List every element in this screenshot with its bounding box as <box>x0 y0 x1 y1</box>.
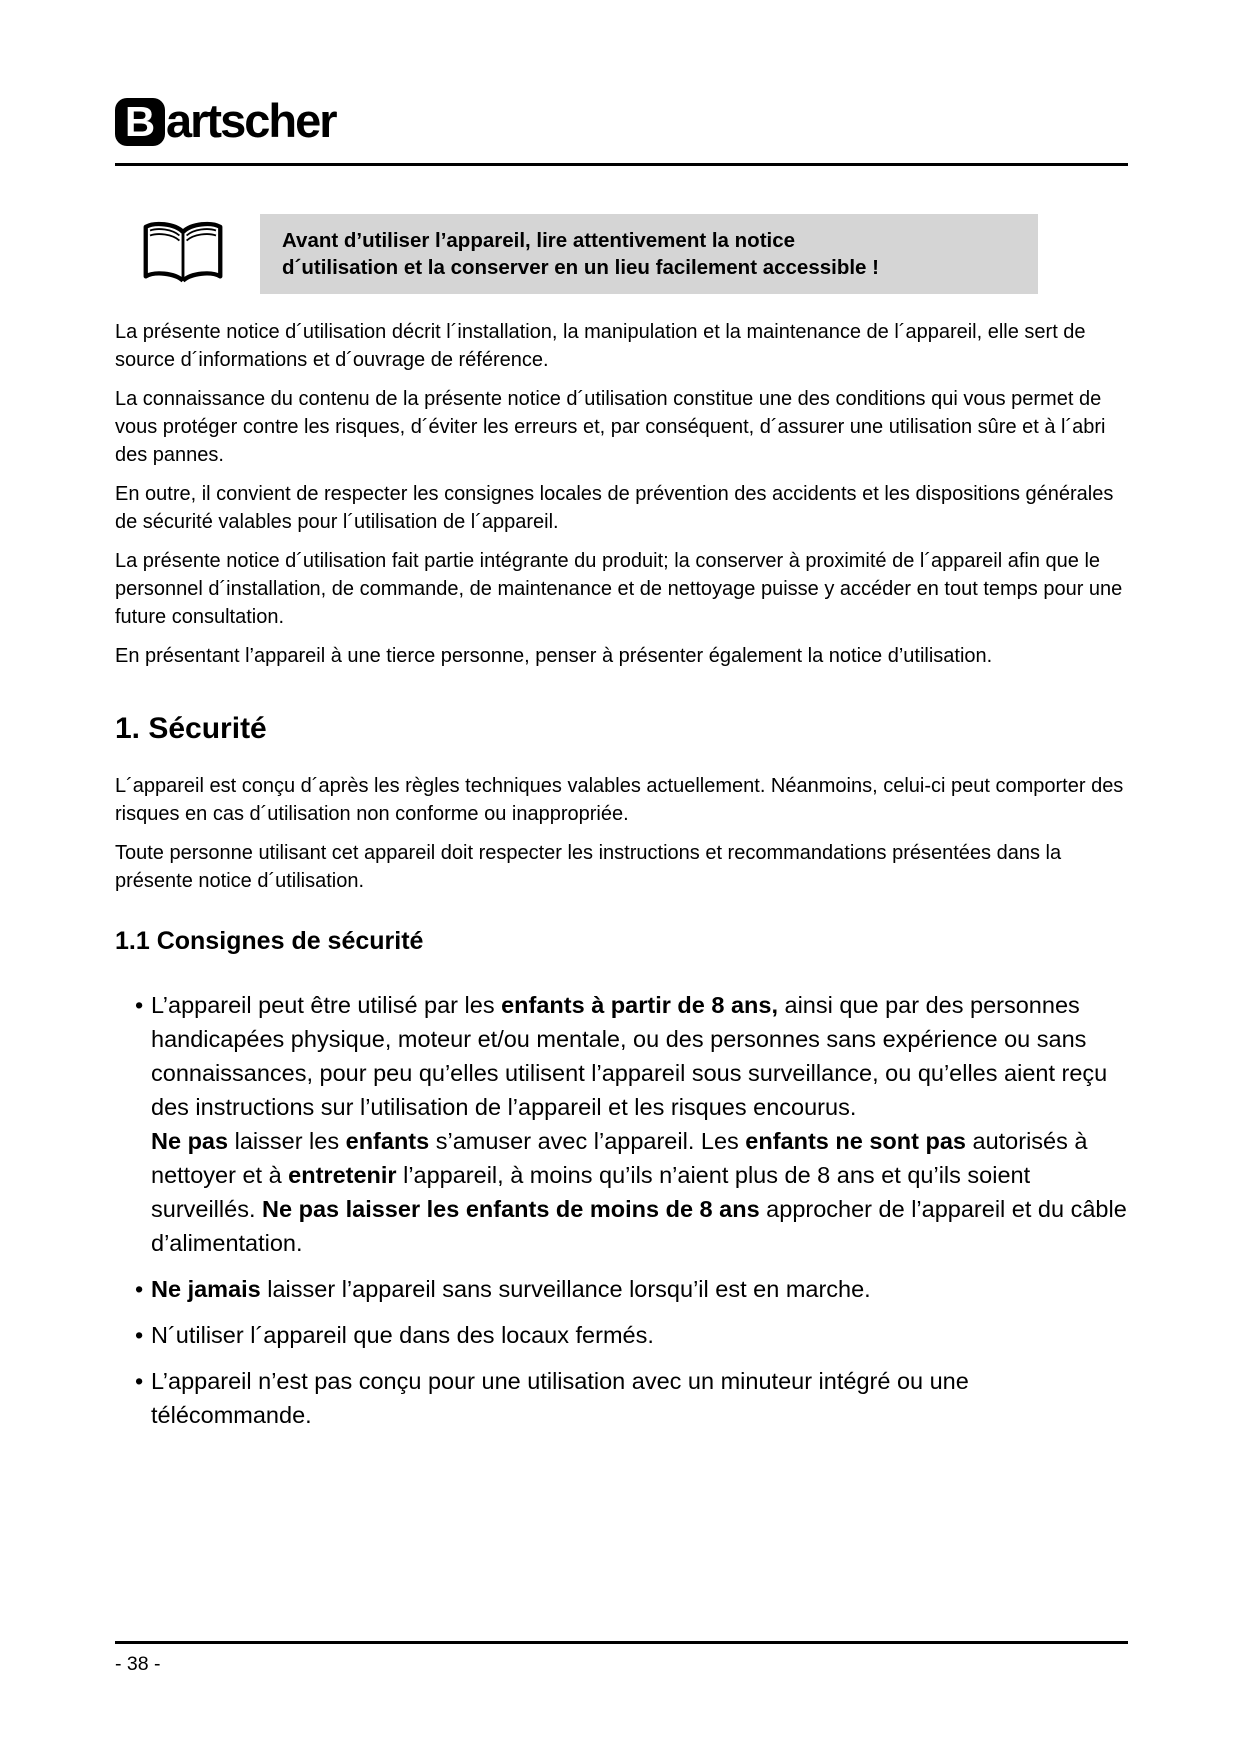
bullet-item <box>115 1318 1128 1352</box>
bullet-item <box>115 1272 1128 1306</box>
header-rule <box>115 163 1128 166</box>
bullet-marker: • <box>135 1368 144 1394</box>
bullet-marker: • <box>135 1276 144 1302</box>
intro-paragraph: La présente notice d´utilisation fait partie intégrante du produit; la conserver à proximité de l´appareil afin que le personnel d´installation, de commande, de maintenance et de nettoyage puisse y accéder en tout temps pour une future consultation. <box>115 550 1123 628</box>
section-title-securite: 1. Sécurité <box>115 712 267 745</box>
page-footer <box>115 1641 1128 1676</box>
notice-box <box>260 214 1038 294</box>
footer-rule <box>115 1641 1128 1644</box>
bullet-text: N´utiliser l´appareil que dans des locaux fermés. <box>151 1322 654 1348</box>
intro-paragraph: La connaissance du contenu de la présente notice d´utilisation constitue une des conditions qui vous permet de vous protéger contre les risques, d´éviter les erreurs et, par conséquent, d´assurer une utilisation sûre et à l´abri des pannes. <box>115 388 1106 466</box>
open-book-icon <box>140 214 226 290</box>
bullet-text: L’appareil n’est pas conçu pour une utilisation avec un minuteur intégré ou une télécommande. <box>151 1368 969 1428</box>
notice-row <box>115 214 1128 294</box>
bullet-item <box>115 1364 1128 1432</box>
bullet-text: L’appareil peut être utilisé par les enfants à partir de 8 ans, ainsi que par des personnes handicapées physique, moteur et/ou mentale, ou des personnes sans expérience ou sans connaissances, pour peu qu’elles utilisent l’appareil sous surveillance, ou qu’elles aient reçu des instructions sur l’utilisation de l’appareil et les risques encourus. Ne pas laisser les enfants s’amuser avec l’appareil. Les enfants ne sont pas autorisés à nettoyer et à entretenir l’appareil, à moins qu’ils n’aient plus de 8 ans et qu’ils soient surveillés. Ne pas laisser les enfants de moins de 8 ans approcher de l’appareil et du câble d’alimentation. <box>151 992 1127 1256</box>
intro-paragraphs <box>115 318 1128 670</box>
bullet-item <box>115 988 1128 1260</box>
subsection-title-consignes: 1.1 Consignes de sécurité <box>115 927 424 955</box>
safety-bullet-list <box>115 988 1128 1432</box>
bullet-text: Ne jamais laisser l’appareil sans surveillance lorsqu’il est en marche. <box>151 1276 871 1302</box>
notice-line-2: d´utilisation et la conserver en un lieu facilement accessible ! <box>282 256 879 279</box>
intro-paragraph: La présente notice d´utilisation décrit l´installation, la manipulation et la maintenance de l´appareil, elle sert de source d´informations et d´ouvrage de référence. <box>115 321 1086 371</box>
bullet-marker: • <box>135 1322 144 1348</box>
logo-b-badge: B <box>115 98 165 146</box>
section-paragraph: L´appareil est conçu d´après les règles techniques valables actuellement. Néanmoins, celui-ci peut comporter des risques en cas d´utilisation non conforme ou inappropriée. <box>115 775 1124 825</box>
page-number: - 38 - <box>115 1653 161 1675</box>
section-paragraphs <box>115 772 1128 895</box>
section-paragraph: Toute personne utilisant cet appareil doit respecter les instructions et recommandations présentées dans la présente notice d´utilisation. <box>115 842 1062 892</box>
bullet-marker: • <box>135 992 144 1018</box>
intro-paragraph: En outre, il convient de respecter les consignes locales de prévention des accidents et les dispositions générales de sécurité valables pour l´utilisation de l´appareil. <box>115 483 1114 533</box>
brand-logo <box>115 93 1128 151</box>
notice-line-1: Avant d’utiliser l’appareil, lire attentivement la notice <box>282 229 796 252</box>
intro-paragraph: En présentant l’appareil à une tierce personne, penser à présenter également la notice d’utilisation. <box>115 645 993 667</box>
logo-wordmark: artscher <box>166 93 336 147</box>
